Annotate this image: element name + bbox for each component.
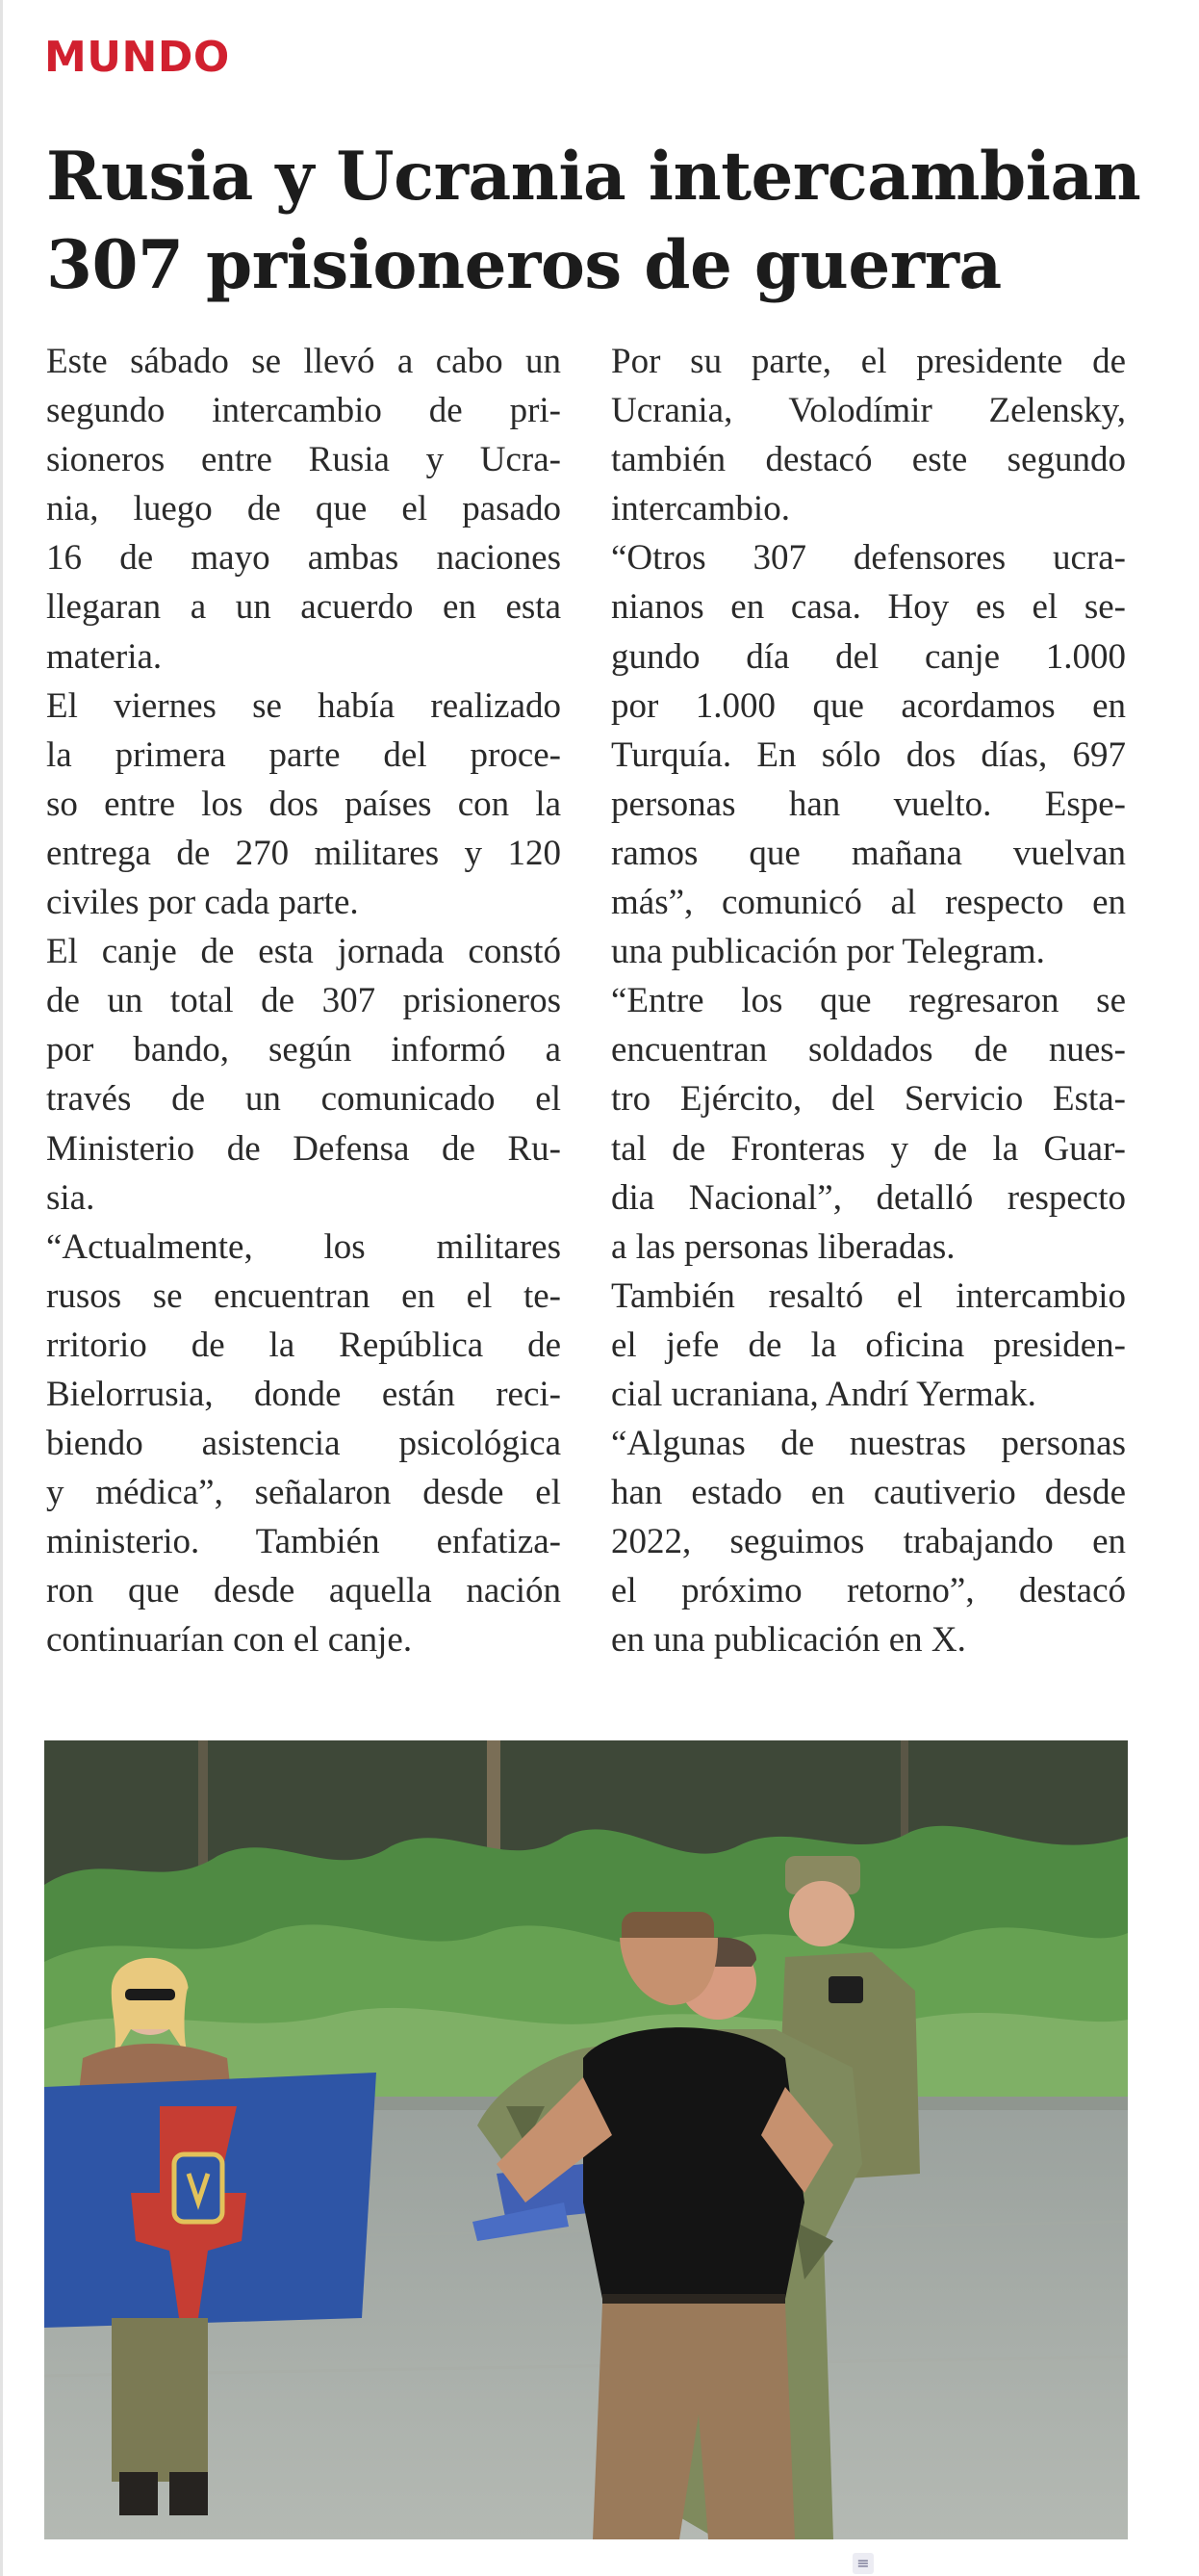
- article-right-line: personas han vuelto. Espe-: [611, 784, 1126, 824]
- news-photo: [44, 1740, 1128, 2539]
- article-left-line: ron que desde aquella nación: [46, 1571, 561, 1611]
- article-left-line: Este sábado se llevó a cabo un: [46, 342, 561, 381]
- article-right-line: por 1.000 que acordamos en: [611, 685, 1126, 726]
- article-left-line: por bando, según informó a: [46, 1030, 561, 1070]
- article-right-line: ramos que mañana vuelvan: [611, 833, 1126, 873]
- article-right-line: Turquía. En sólo dos días, 697: [611, 734, 1126, 775]
- article-right-line: han estado en cautiverio desde: [611, 1473, 1126, 1513]
- article-right-line: “Otros 307 defensores ucra-: [611, 538, 1126, 579]
- headline: [46, 133, 1153, 310]
- article-left-line: Ministerio de Defensa de Ru-: [46, 1128, 561, 1169]
- article-right-line: más”, comunicó al respecto en: [611, 883, 1126, 923]
- article-right-line: encuentran soldados de nues-: [611, 1030, 1126, 1070]
- article-right-line: “Entre los que regresaron se: [611, 981, 1126, 1021]
- article-left-line: rritorio de la República de: [46, 1325, 561, 1365]
- article-right-line: en una publicación en X.: [611, 1620, 966, 1661]
- article-left-line: continuarían con el canje.: [46, 1620, 413, 1661]
- article-left-line: 16 de mayo ambas naciones: [46, 538, 561, 579]
- article-column-left: [46, 337, 561, 1665]
- article-left-line: El viernes se había realizado: [46, 685, 561, 726]
- article-right-line: a las personas liberadas.: [611, 1226, 956, 1267]
- article-right-line: 2022, seguimos trabajando en: [611, 1522, 1126, 1562]
- article-right-line: gundo día del canje 1.000: [611, 636, 1126, 677]
- article-right-line: tal de Fronteras y de la Guar-: [611, 1128, 1126, 1169]
- article-left-line: ministerio. También enfatiza-: [46, 1522, 561, 1562]
- article-right-line: el próximo retorno”, destacó: [611, 1571, 1126, 1611]
- page-menu-icon[interactable]: ≡: [853, 2553, 874, 2574]
- article-right-line: intercambio.: [611, 489, 790, 529]
- article-left-line: entrega de 270 militares y 120: [46, 833, 561, 873]
- article-left-line: de un total de 307 prisioneros: [46, 981, 561, 1021]
- article-right-line: dia Nacional”, detalló respecto: [611, 1177, 1126, 1218]
- headline-line-1: Rusia y Ucrania intercambian: [46, 138, 1141, 216]
- article-right-line: el jefe de la oficina presiden-: [611, 1325, 1126, 1365]
- article-left-line: biendo asistencia psicológica: [46, 1424, 561, 1464]
- article-left-line: través de un comunicado el: [46, 1079, 561, 1120]
- article-left-line: so entre los dos países con la: [46, 784, 561, 824]
- headline-line-2: 307 prisioneros de guerra: [46, 226, 1002, 304]
- section-label: MUNDO: [44, 33, 230, 82]
- article-right-line: También resaltó el intercambio: [611, 1275, 1126, 1316]
- article-left-line: “Actualmente, los militares: [46, 1226, 561, 1267]
- article-left-line: rusos se encuentran en el te-: [46, 1275, 561, 1316]
- article-left-line: sia.: [46, 1177, 95, 1218]
- article-left-line: la primera parte del proce-: [46, 734, 561, 775]
- article-right-line: una publicación por Telegram.: [611, 932, 1045, 972]
- article-right-line: tro Ejército, del Servicio Esta-: [611, 1079, 1126, 1120]
- article-right-line: “Algunas de nuestras personas: [611, 1424, 1126, 1464]
- article-column-right: [611, 337, 1126, 1665]
- article-right-line: Por su parte, el presidente de: [611, 342, 1126, 381]
- article-left-line: llegaran a un acuerdo en esta: [46, 587, 561, 628]
- article-right-line: nianos en casa. Hoy es el se-: [611, 587, 1126, 628]
- article-left-line: Bielorrusia, donde están reci-: [46, 1374, 561, 1414]
- article-right-line: cial ucraniana, Andrí Yermak.: [611, 1374, 1036, 1414]
- article-left-line: civiles por cada parte.: [46, 883, 359, 923]
- article-left-line: y médica”, señalaron desde el: [46, 1473, 561, 1513]
- article-left-line: nia, luego de que el pasado: [46, 489, 561, 529]
- news-photo-illustration: [44, 1740, 1128, 2539]
- article-right-line: también destacó este segundo: [611, 440, 1126, 480]
- article-left-line: materia.: [46, 636, 163, 677]
- page-edge-rule: [0, 0, 3, 2576]
- article-right-line: Ucrania, Volodímir Zelensky,: [611, 391, 1126, 431]
- article-left-line: segundo intercambio de pri-: [46, 391, 561, 431]
- article-left-line: El canje de esta jornada constó: [46, 932, 561, 972]
- article-left-line: sioneros entre Rusia y Ucra-: [46, 440, 561, 480]
